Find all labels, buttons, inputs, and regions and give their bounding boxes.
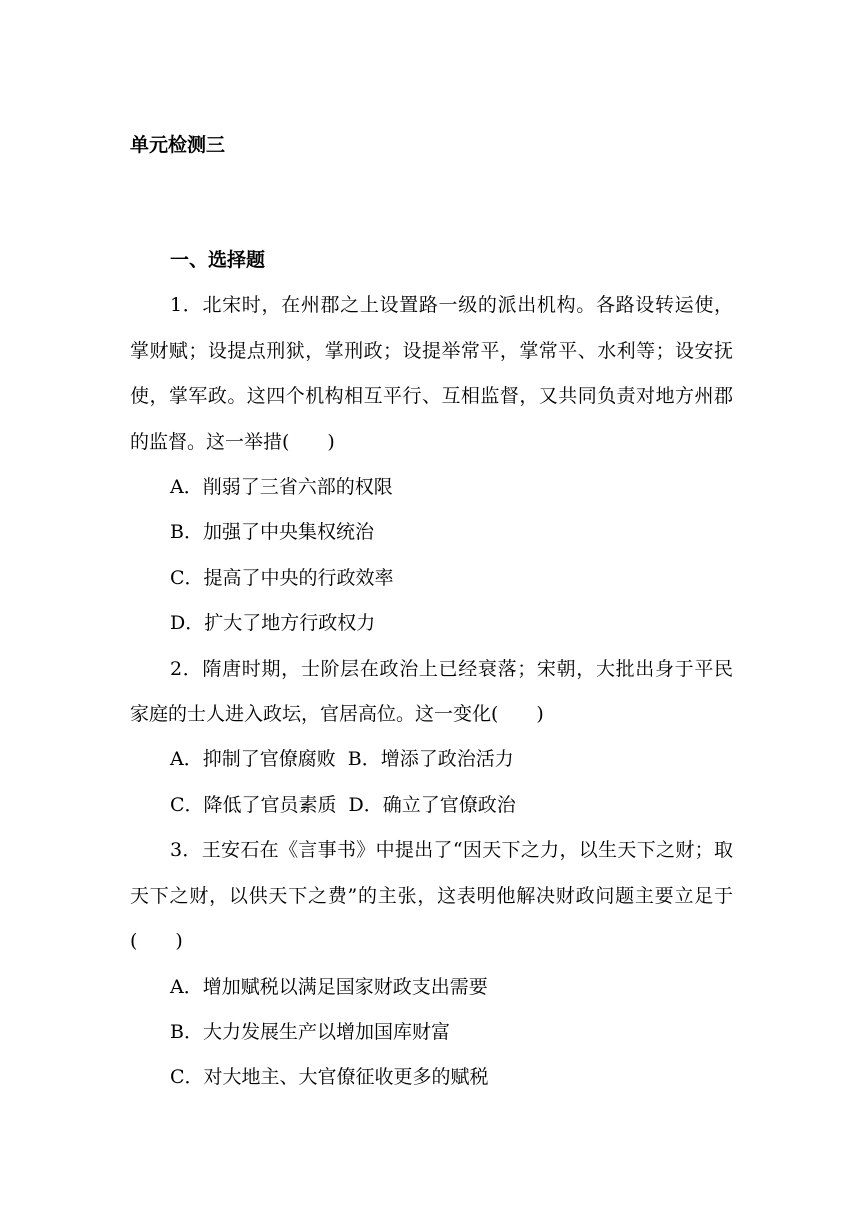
question-3	[130, 828, 733, 1100]
section-heading: 一、选择题	[170, 249, 266, 271]
option-a: A．抑制了官僚腐败	[170, 748, 336, 771]
option-c: C．提高了中央的行政效率	[170, 566, 394, 589]
question-stem: 2．隋唐时期，士阶层在政治上已经衰落；宋朝，大批出身于平民家庭的士人进入政坛，官居高位。这一变化( )	[130, 657, 733, 726]
option-a: A．削弱了三省六部的权限	[170, 476, 393, 499]
option-row	[130, 737, 733, 782]
option-b: B．大力发展生产以增加国库财富	[170, 1020, 450, 1043]
question-stem: 1．北宋时，在州郡之上设置路一级的派出机构。各路设转运使，掌财赋；设提点刑狱，掌刑政；设提举常平，掌常平、水利等；设安抚使，掌军政。这四个机构相互平行、互相监督，又共同负责对地方州郡的监督。这一举措( )	[130, 294, 733, 453]
question-2	[130, 647, 733, 829]
option-b: B．加强了中央集权统治	[170, 521, 374, 544]
option-b: B．增添了政治活力	[347, 748, 514, 771]
option-c: C．降低了官员素质	[170, 793, 337, 816]
option-d: D．确立了官僚政治	[348, 793, 516, 816]
question-1	[130, 283, 733, 646]
document-title: 单元检测三	[130, 134, 226, 156]
option-d: D．扩大了地方行政权力	[170, 612, 376, 635]
question-list	[130, 238, 733, 1101]
question-stem: 3．王安石在《言事书》中提出了“因天下之力，以生天下之财；取天下之财，以供天下之费”的主张，这表明他解决财政问题主要立足于( )	[130, 839, 733, 953]
option-a: A．增加赋税以满足国家财政支出需要	[170, 975, 488, 998]
option-row	[130, 783, 733, 828]
option-c: C．对大地主、大官僚征收更多的赋税	[170, 1066, 489, 1089]
